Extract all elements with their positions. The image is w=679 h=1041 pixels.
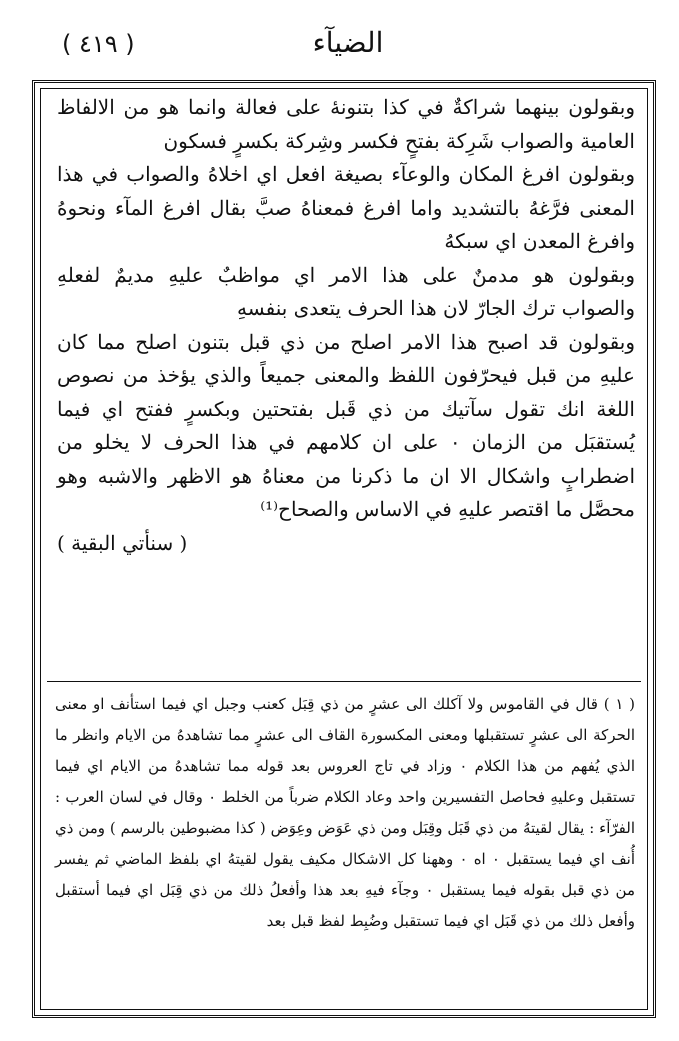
paragraph-mudmin: وبقولون هو مدمنٌ على هذا الامر اي مواظبٌ عليهِ مديمٌ لفعلهِ والصواب ترك الجارّ لان هذا الحرف يتعدى بنفسهِ <box>57 262 635 320</box>
page-frame <box>32 80 656 1018</box>
page-header <box>48 26 648 76</box>
paragraph-dhi-qibal: وبقولون قد اصبح هذا الامر اصلح من ذي قبل بتنون اصلح مما كان عليهِ من قبل فيحرّفون اللفظ والمعنى جميعاً والذي يؤخذ من نصوص اللغة انك تقول سآتيك من ذي قَبل بفتحتين وبكسرٍ ففتح اي فيما يُستقبَل من الزمان ٠ على ان كلامهم في هذا الحرف لا يخلو من اضطرابٍ واشكال الا ان ما ذكرنا من معناهُ هو الاظهر والاشبه وهو محصَّل ما اقتصر عليهِ في الاساس والصحاح⁽¹⁾ <box>57 329 635 521</box>
continue-note: ( سنأتي البقية ) <box>57 530 188 555</box>
paragraph-sharaka: وبقولون بينهما شراكةٌ في كذا بتنونهٔ على فعالة وانما هو من الالفاظ العامية والصواب شَرِكة بفتحٍ فكسر وشِركة بكسرٍ فسكون <box>57 95 636 153</box>
main-text <box>57 91 635 560</box>
footnote-divider <box>47 681 641 682</box>
paragraph-afragha: وبقولون افرغ المكان والوعآء بصيغة افعل اي اخلاهُ والصواب في هذا المعنى فرَّغهُ بالتشديد واما افرغ فمعناهُ صبَّ بقال افرغ المآء ونحوهُ وافرغ المعدن اي سبكهُ <box>57 162 635 253</box>
footnote: ( ١ ) قال في القاموس ولا آكلك الى عشرٍ من ذي قِبَل كعنب وجبل اي فيما استأنف او معنى الحركة الى عشرٍ تستقبلها ومعنى المكسورة القاف الى عشرٍ مما تشاهدهُ من الايام وانظر ما الذي يُفهم من هذا الكلام ٠ وزاد في تاج العروس بعد قوله مما تشاهدهُ من الايام اي فيما تستقبل وعليهِ فحاصل التفسيرين واحد وعاد الكلام ضرباً من الخلط ٠ وقال في لسان العرب : الفرّآء : يقال لقيتهُ من ذي قَبَل وقِبَل ومن ذي عَوَض وعِوَض ( كذا مضبوطين بالرسم ) ومن ذي أُنف اي فيما يستقبل ٠ اه ٠ وههنا كل الاشكال مكيف يقول لقيتهُ اي بلفظ الماضي ثم يفسر من ذي قبل بقوله فيما يستقبل ٠ وجآء فيهِ بعد هذا وأفعلُ ذلك من ذي قِبَل اي فيما أستقبل وأفعل ذلك من ذي قَبَل اي فيما تستقبل وضُبِط لفظ قبل بعد <box>55 695 636 930</box>
running-title: الضيآء <box>312 26 384 59</box>
page-number: ( ٤١٩ ) <box>62 30 135 58</box>
